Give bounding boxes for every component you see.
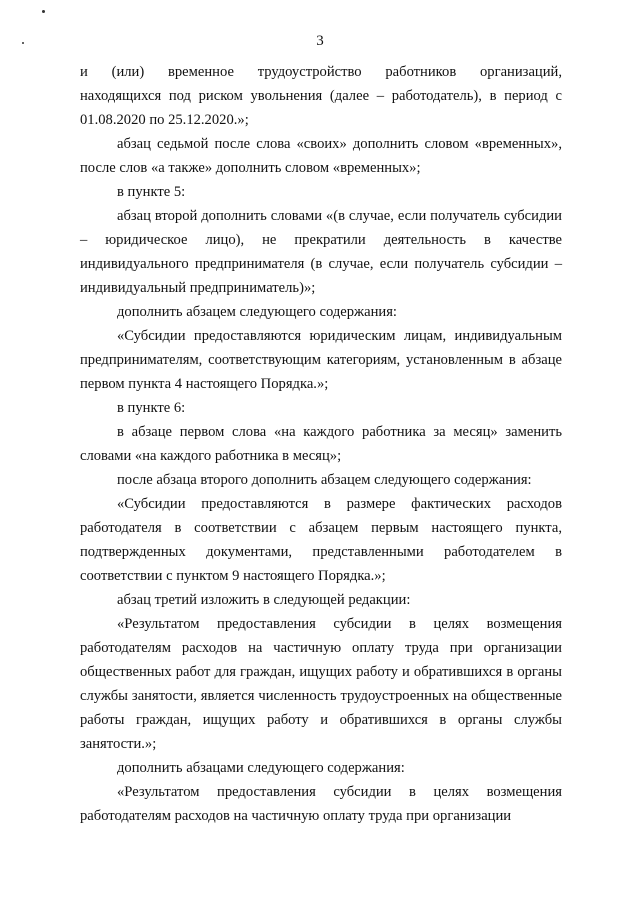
paragraph-1-rest: находящихся под риском увольнения (далее – работодатель), в период с 01.08.2020 по 25.12.2020.»;: [80, 88, 562, 128]
paragraph-6: «Субсидии предоставляются юридическим лицам, индивидуальным предпринимателям, соответствующим категориям, установленным в абзаце первом пункта 4 настоящего Порядка.»;: [80, 328, 562, 392]
paragraph-5: дополнить абзацем следующего содержания:: [117, 304, 397, 320]
paragraph-11: абзац третий изложить в следующей редакции:: [117, 592, 411, 608]
paragraph-10: «Субсидии предоставляются в размере фактических расходов работодателя в соответствии с абзацем первым настоящего пункта, подтвержденных документами, представленными работодателем в соответствии с пунктом 9 настоящего Порядка.»;: [80, 496, 562, 584]
paragraph-1: [80, 60, 562, 132]
paragraph-9: после абзаца второго дополнить абзацем следующего содержания:: [117, 472, 532, 488]
paragraph-4: абзац второй дополнить словами «(в случае, если получатель субсидии – юридическое лицо), не прекратили деятельность в качестве индивидуального предпринимателя (в случае, если получатель субсидии – индивидуальный предприниматель)»;: [80, 208, 562, 296]
scan-speck: [42, 10, 45, 13]
paragraph-2: абзац седьмой после слова «своих» дополнить словом «временных», после слов «а также» дополнить словом «временных»;: [80, 136, 562, 176]
paragraph-12: «Результатом предоставления субсидии в целях возмещения работодателям расходов на частичную оплату труда при организации общественных работ для граждан, ищущих работу и обратившихся в органы службы занятости, является численность трудоустроенных на общественные работы граждан, ищущих работу и обратившихся в органы службы занятости.»;: [80, 616, 562, 752]
paragraph-14: «Результатом предоставления субсидии в целях возмещения работодателям расходов на частичную оплату труда при организации: [80, 784, 562, 824]
paragraph-1-line-1: и (или) временное трудоустройство работников организаций,: [80, 64, 562, 80]
paragraph-3: в пункте 5:: [117, 184, 186, 200]
document-body: [80, 60, 562, 828]
paragraph-13: дополнить абзацами следующего содержания:: [117, 760, 405, 776]
page-number: 3: [316, 33, 324, 49]
paragraph-7: в пункте 6:: [117, 400, 186, 416]
paragraph-8: в абзаце первом слова «на каждого работника за месяц» заменить словами «на каждого работника в месяц»;: [80, 424, 562, 464]
